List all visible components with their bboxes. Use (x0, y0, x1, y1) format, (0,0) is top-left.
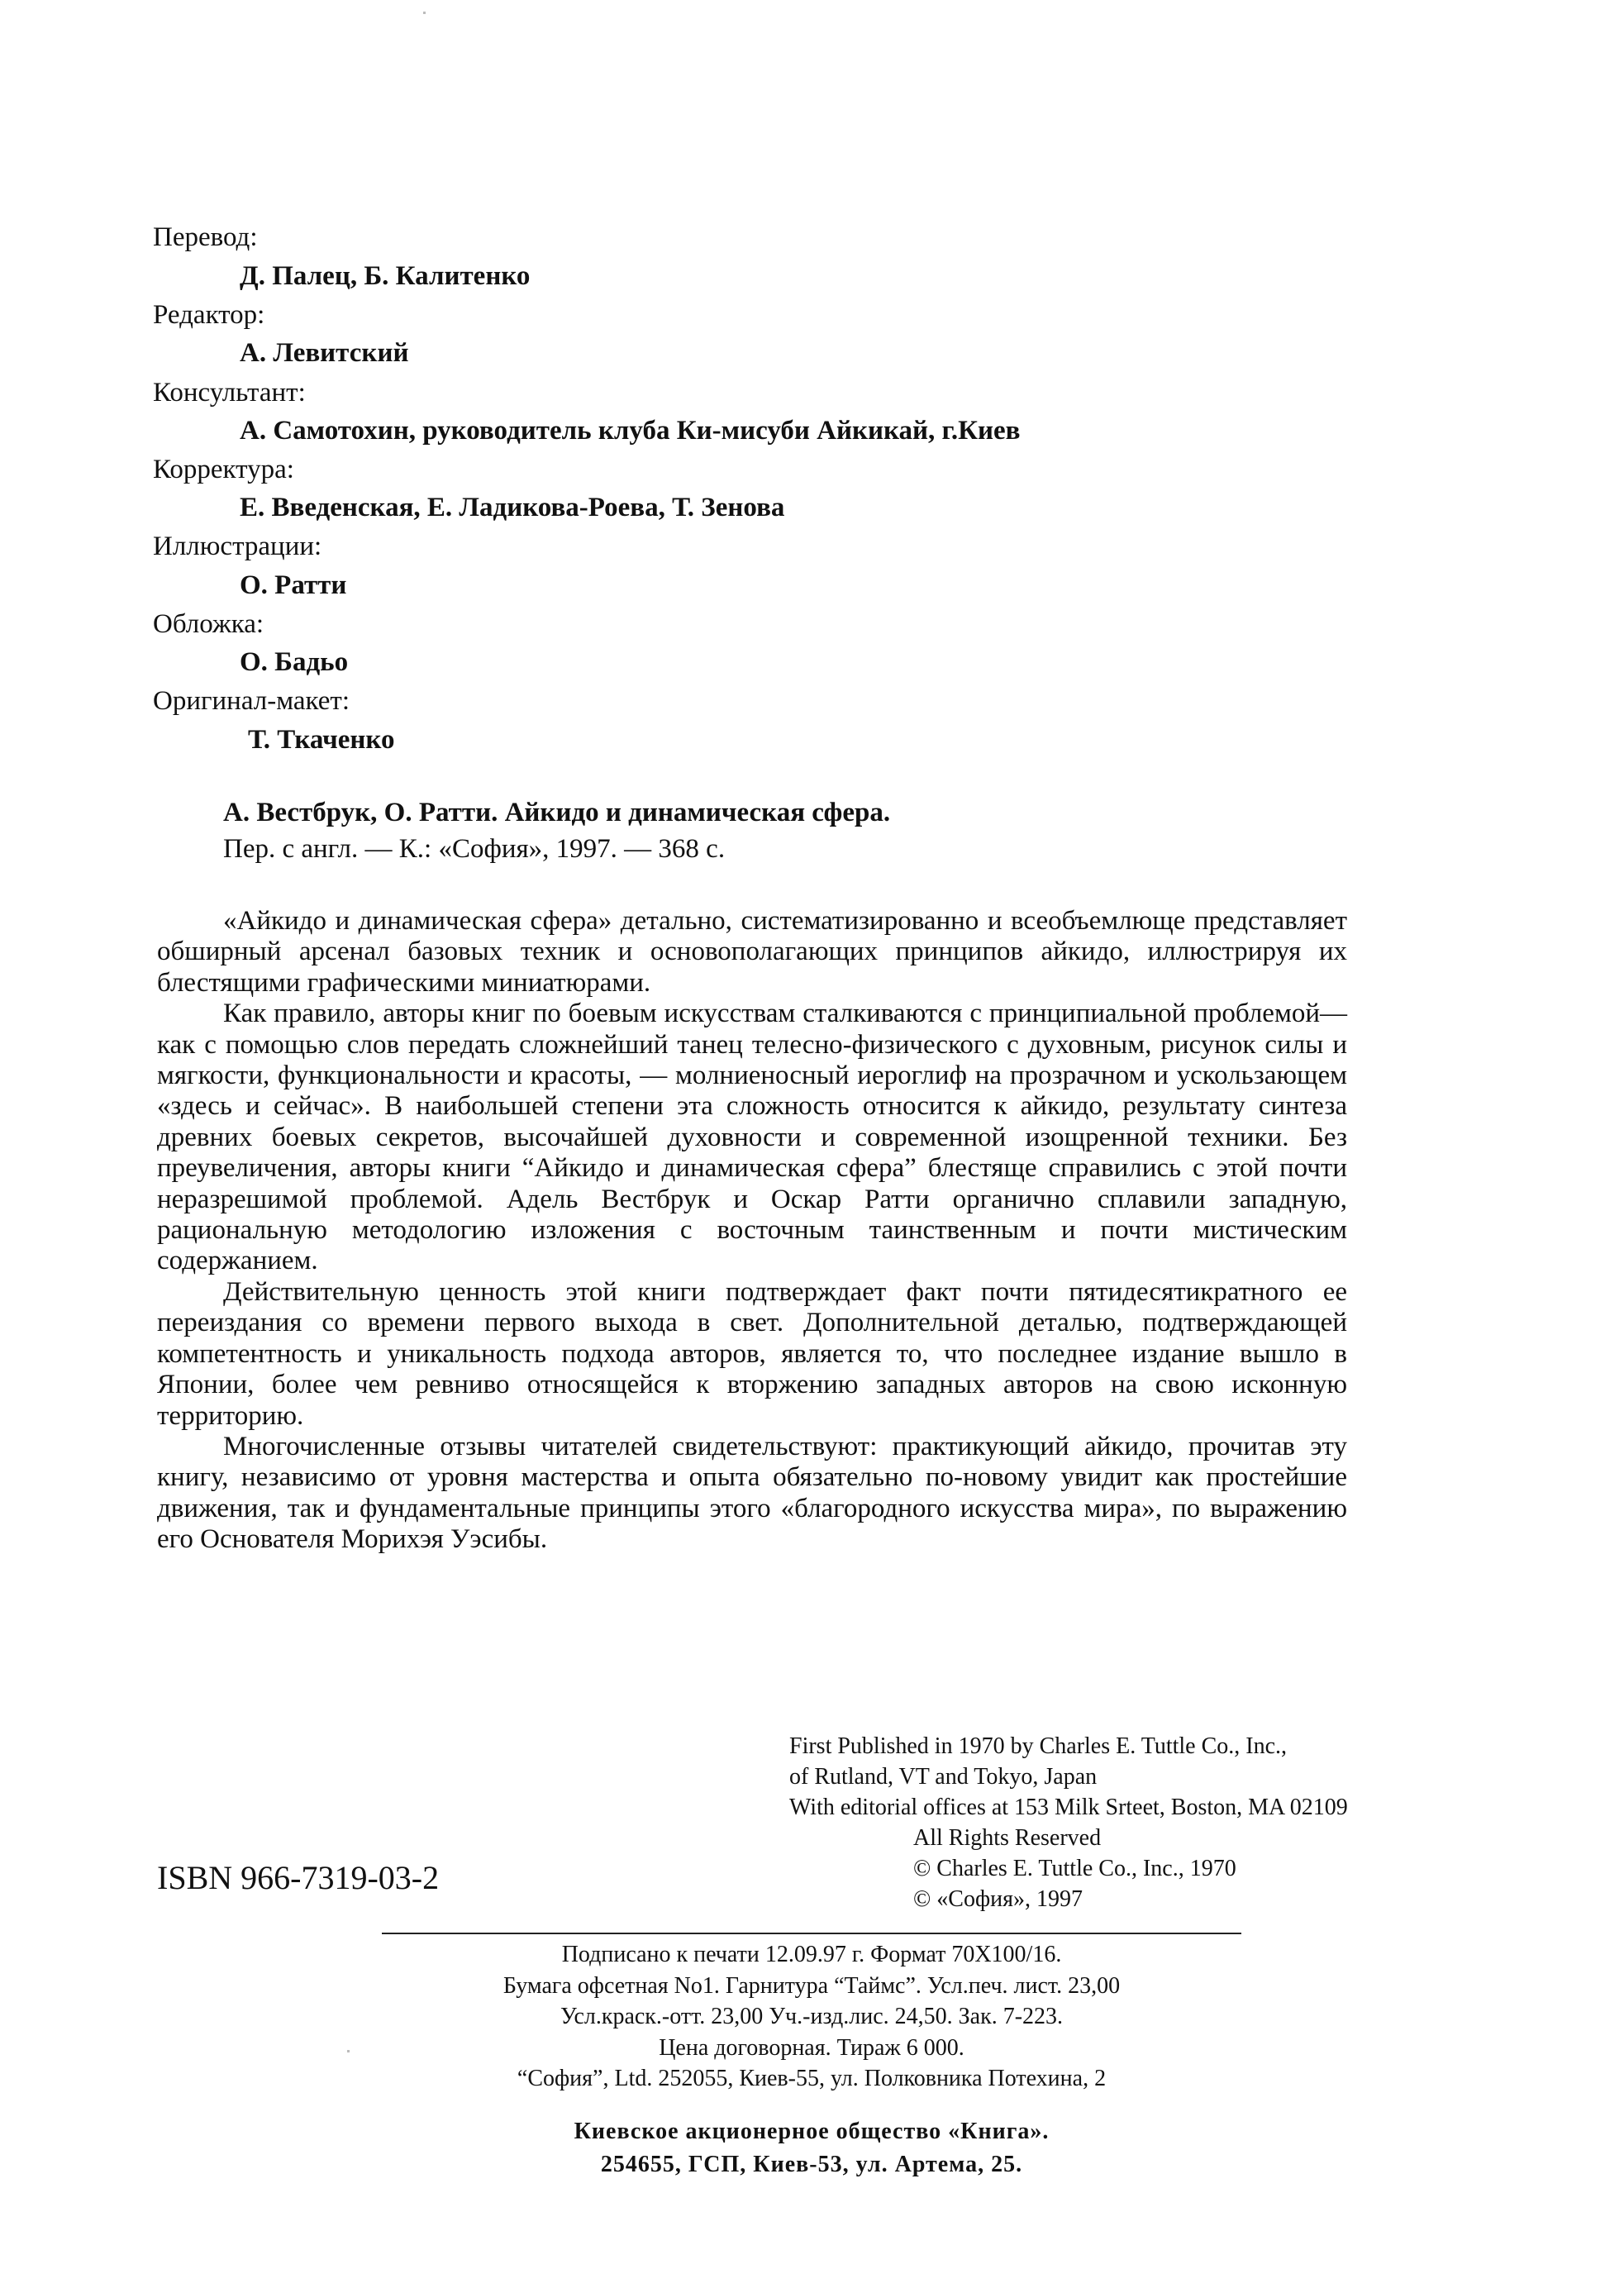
printer-line: Киевское акционерное общество «Книга». (574, 2119, 1050, 2144)
copyright-line: All Rights Reserved (913, 1825, 1102, 1851)
credit-name-editor: А. Левитский (240, 338, 409, 368)
copyright-line: © «София», 1997 (913, 1886, 1083, 1912)
copyright-line: of Rutland, VT and Tokyo, Japan (789, 1764, 1098, 1790)
divider (382, 1933, 1241, 1934)
isbn: ISBN 966-7319-03-2 (157, 1859, 440, 1896)
printer-line: 254655, ГСП, Киев-53, ул. Артема, 25. (600, 2152, 1023, 2177)
credit-name-illustrations: О. Ратти (240, 570, 347, 600)
imprint-line: Подписано к печати 12.09.97 г. Формат 70X100/16. (561, 1942, 1062, 1967)
imprint-line: Бумага офсетная No1. Гарнитура “Таймс”. Усл.печ. лист. 23,00 (502, 1972, 1121, 1999)
credit-name-consultant: А. Самотохин, руководитель клуба Ки-мисуби Айкикай, г.Киев (240, 416, 1021, 446)
imprint-line: Усл.краск.-отт. 23,00 Уч.-изд.лис. 24,50. Зак. 7-223. (560, 2004, 1064, 2029)
annotation-paragraph: «Айкидо и динамическая сфера» детально, систематизированно и всеобъемлюще представляет обширный арсенал базовых техник и основополагающих принципов айкидо, иллюстрируя их блестящими графическими миниатюрами. (157, 906, 1347, 998)
scan-speck (347, 2050, 350, 2052)
copyright-line: With editorial offices at 153 Milk Srteet, Boston, MA 02109 (789, 1795, 1348, 1820)
annotation-paragraph: Как правило, авторы книг по боевым искусствам сталкиваются с принципиальной проблемой— как с помощью слов передать сложнейший танец телесно-физического с духовным, рисунок силы и мягкости, функциональности и красоты, — молниеносный иероглиф на прозрачном и ускользающем «здесь и сейчас». В наибольшей степени эта сложность относится к айкидо, результату синтеза древних боевых секретов, высочайшей духовности и современной изощренной техники. Без преувеличения, авторы книги “Айкидо и динамическая сфера” блестяще справились с этой почти неразрешимой проблемой. Адель Вестбрук и Оскар Ратти органично сплавили западную, рациональную методологию изложения с восточным таинственным и почти мистическим содержанием. (157, 999, 1347, 1276)
credit-name-proofreading: Е. Введенская, Е. Ладикова-Роева, Т. Зенова (240, 493, 785, 522)
credit-role-layout: Оригинал-макет: (153, 686, 350, 716)
copyright-line: © Charles E. Tuttle Co., Inc., 1970 (913, 1856, 1236, 1881)
credit-role-illustrations: Иллюстрации: (153, 532, 322, 561)
credit-role-consultant: Консультант: (153, 378, 306, 408)
credit-role-editor: Редактор: (153, 300, 265, 330)
credit-role-translation: Перевод: (153, 222, 258, 252)
scan-speck (423, 12, 426, 14)
book-imprint-line: Пер. с англ. — К.: «София», 1997. — 368 с. (223, 834, 726, 864)
imprint-line: “София”, Ltd. 252055, Киев-55, ул. Полковника Потехина, 2 (517, 2066, 1107, 2091)
annotation (157, 906, 1347, 1556)
credit-name-translation: Д. Палец, Б. Калитенко (240, 261, 531, 291)
credit-role-proofreading: Корректура: (153, 455, 294, 484)
annotation-paragraph: Многочисленные отзывы читателей свидетельствуют: практикующий айкидо, прочитав эту книгу, независимо от уровня мастерства и опыта обязательно по-новому увидит как простейшие движения, так и фундаментальные принципы этого «благородного искусства мира», по выражению его Основателя Морихэя Уэсибы. (157, 1431, 1347, 1555)
credit-name-cover: О. Бадьо (240, 647, 349, 677)
imprint-line: Цена договорная. Тираж 6 000. (659, 2034, 964, 2061)
book-title-line: А. Вестбрук, О. Ратти. Айкидо и динамическая сфера. (223, 798, 891, 827)
copyright-block (789, 1731, 1348, 1914)
print-imprint (382, 1939, 1241, 2095)
credit-role-cover: Обложка: (153, 609, 264, 639)
copyright-line: First Published in 1970 by Charles E. Tuttle Co., Inc., (789, 1733, 1288, 1759)
annotation-paragraph: Действительную ценность этой книги подтверждает факт почти пятидесятикратного ее переиздания со времени первого выхода в свет. Дополнительной деталью, подтверждающей компетентность и уникальность подхода авторов, является то, что последнее издание вышло в Японии, более чем ревниво относящейся к вторжению западных авторов на свою исконную территорию. (157, 1276, 1347, 1431)
credit-name-layout: Т. Ткаченко (248, 725, 395, 755)
printer-info (382, 2115, 1241, 2181)
